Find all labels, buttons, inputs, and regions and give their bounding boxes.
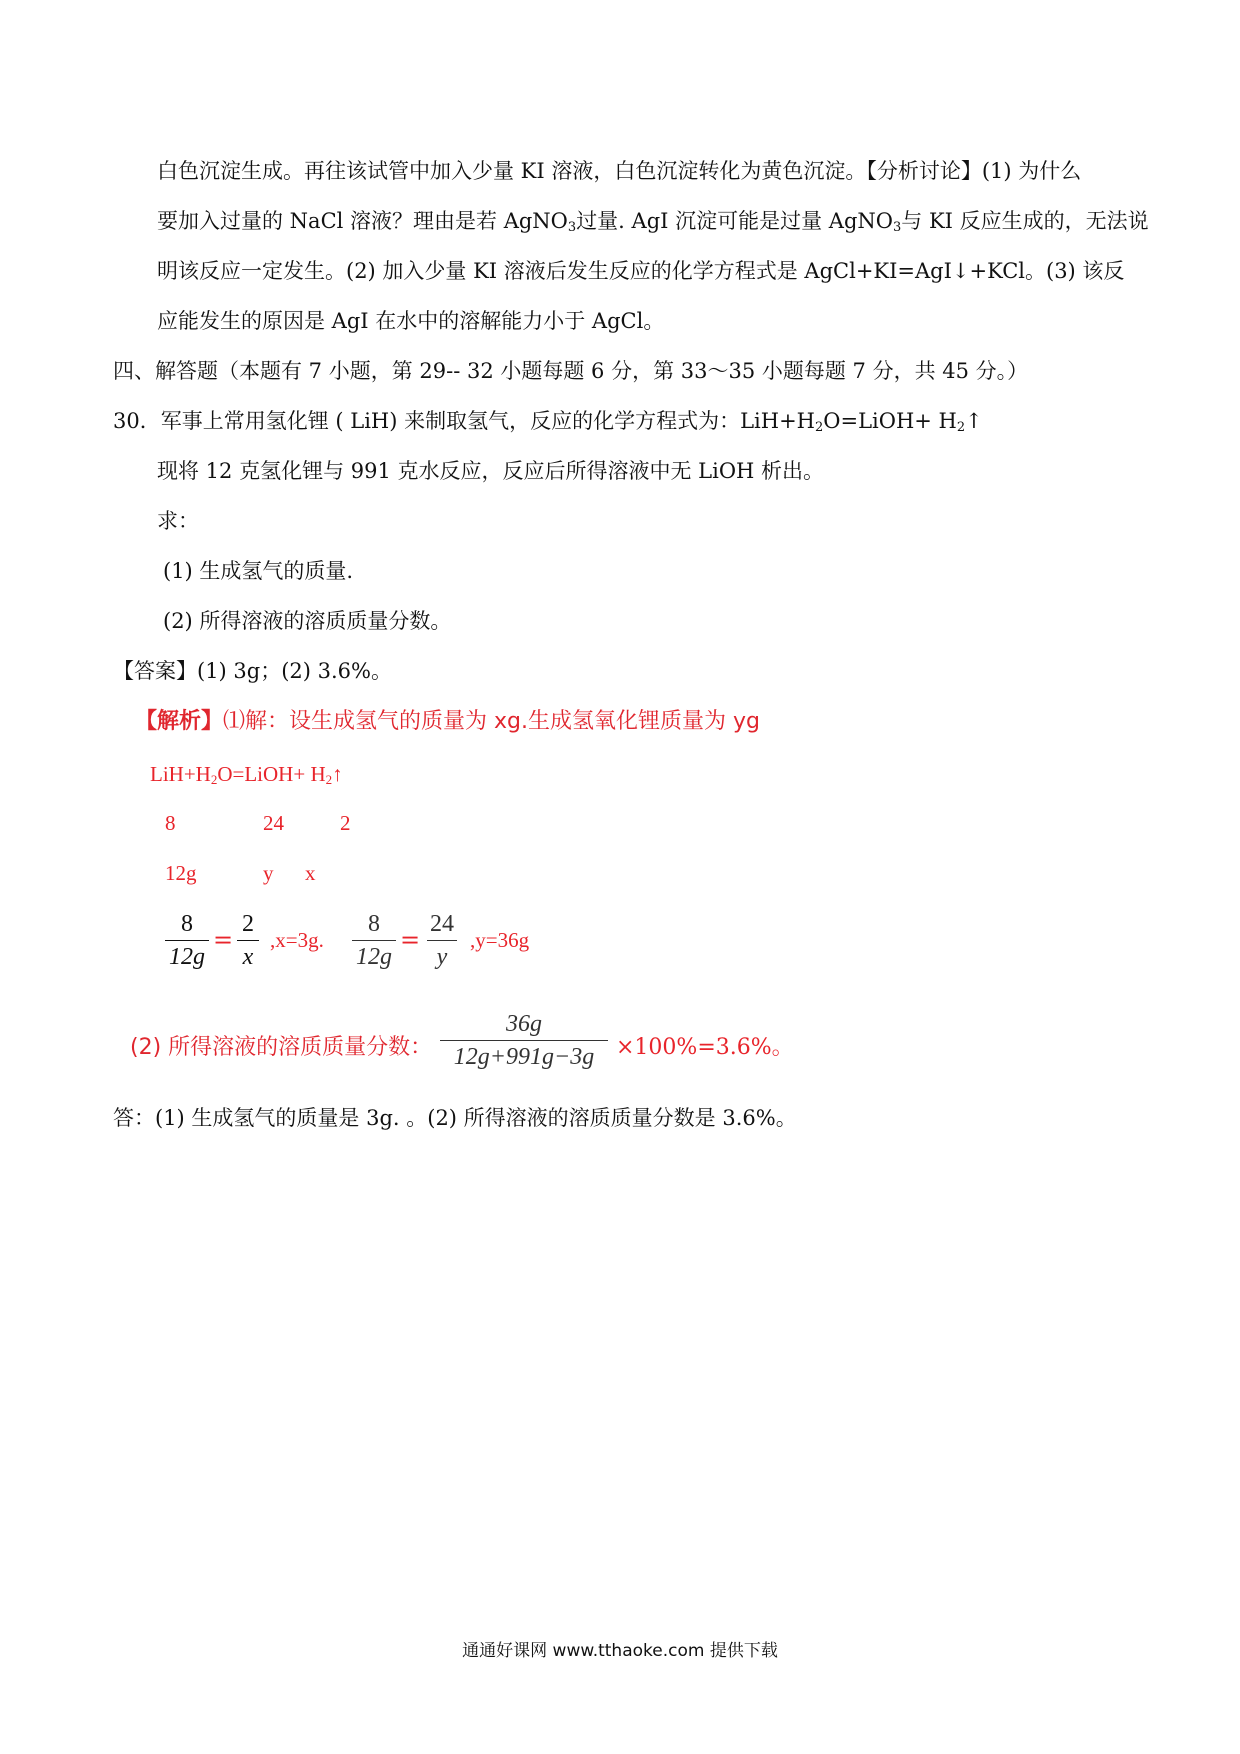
fraction-bar [440, 1040, 608, 1041]
result-y: ,y=36g [470, 928, 530, 952]
fraction-denominator: y [436, 944, 448, 970]
fraction-5 [440, 1010, 608, 1071]
fraction-numerator: 2 [242, 911, 254, 937]
analysis-intro-text: ⑴解：设生成氢气的质量为 xg.生成氢氧化锂质量为 yg [223, 709, 760, 734]
final-answer: 答：(1) 生成氢气的质量是 3g. 。(2) 所得溶液的溶质质量分数是 3.6%。 [113, 1106, 797, 1130]
answer-line: 【答案】(1) 3g；(2) 3.6%。 [113, 659, 392, 683]
section-heading: 四、解答题（本题有 7 小题，第 29-- 32 小题每题 6 分，第 33～35 小题每题 7 分，共 45 分。） [113, 359, 1029, 383]
fraction-bar [237, 940, 259, 941]
paragraph-line-2b: 过量. AgI 沉淀可能是过量 AgNO [576, 209, 893, 233]
page-footer: 通通好课网 www.tthaoke.com 提供下载 [462, 1641, 778, 1661]
fraction-1 [165, 910, 209, 971]
fraction-bar [165, 940, 209, 941]
equals-sign: = [213, 926, 234, 954]
fraction-numerator: 8 [368, 911, 380, 937]
paragraph-line-4: 应能发生的原因是 AgI 在水中的溶解能力小于 AgCl。 [157, 309, 665, 333]
ratio-value: 8 [165, 811, 176, 835]
paragraph-line-2 [157, 206, 1149, 236]
subscript: 2 [956, 420, 966, 435]
fraction-2 [237, 910, 259, 971]
subscript: 3 [567, 220, 577, 235]
question-line-1a: 30．军事上常用氢化锂 ( LiH) 来制取氢气，反应的化学方程式为：LiH+H [113, 409, 815, 433]
analysis-part2-result: ×100%=3.6%。 [616, 1035, 794, 1060]
ratio-value: x [305, 861, 316, 885]
paragraph-line-2c: 与 KI 反应生成的，无法说 [901, 209, 1149, 233]
analysis-equation [150, 759, 343, 789]
fraction-bar [352, 940, 396, 941]
fraction-denominator: 12g+991g−3g [453, 1044, 595, 1070]
subscript: 2 [325, 772, 333, 787]
analysis-intro [135, 707, 760, 737]
ratio-value: 12g [165, 861, 197, 885]
result-x: ,x=3g. [270, 928, 324, 952]
fraction-3 [352, 910, 396, 971]
question-line-1b: O=LiOH+ H [823, 409, 957, 433]
paragraph-line-3: 明该反应一定发生。(2) 加入少量 KI 溶液后发生反应的化学方程式是 AgCl+KI=AgI↓+KCl。(3) 该反 [157, 259, 1125, 283]
question-line-2: 现将 12 克氢化锂与 991 克水反应，反应后所得溶液中无 LiOH 析出。 [157, 459, 825, 483]
fraction-denominator: 12g [356, 944, 392, 970]
question-line-1c: ↑ [965, 409, 983, 433]
ratio-value: y [263, 861, 274, 885]
fraction-numerator: 8 [181, 911, 193, 937]
subscript: 3 [893, 220, 902, 235]
equals-sign: = [400, 926, 421, 954]
fraction-numerator: 24 [430, 911, 454, 937]
fraction-denominator: x [242, 944, 254, 970]
paragraph-line-2a: 要加入过量的 NaCl 溶液？理由是若 AgNO [157, 209, 568, 233]
question-line-3: 求： [157, 509, 199, 533]
question-item-1: (1) 生成氢气的质量. [163, 559, 354, 583]
question-line-1 [113, 406, 983, 436]
paragraph-line-1: 白色沉淀生成。再往该试管中加入少量 KI 溶液，白色沉淀转化为黄色沉淀。【分析讨论】(1) 为什么 [157, 159, 1082, 183]
analysis-equation-c: ↑ [332, 762, 343, 786]
ratio-value: 2 [340, 811, 351, 835]
analysis-equation-a: LiH+H [150, 762, 211, 786]
subscript: 2 [815, 420, 824, 435]
analysis-part2-label: (2) 所得溶液的溶质质量分数： [130, 1035, 433, 1060]
analysis-equation-b: O=LiOH+ H [217, 762, 326, 786]
ratio-value: 24 [263, 811, 284, 835]
analysis-label: 【解析】 [135, 709, 224, 734]
subscript: 2 [210, 772, 218, 787]
question-item-2: (2) 所得溶液的溶质质量分数。 [163, 609, 452, 633]
fraction-numerator: 36g [506, 1011, 542, 1037]
fraction-4 [427, 910, 457, 971]
fraction-denominator: 12g [169, 944, 205, 970]
fraction-bar [427, 940, 457, 941]
